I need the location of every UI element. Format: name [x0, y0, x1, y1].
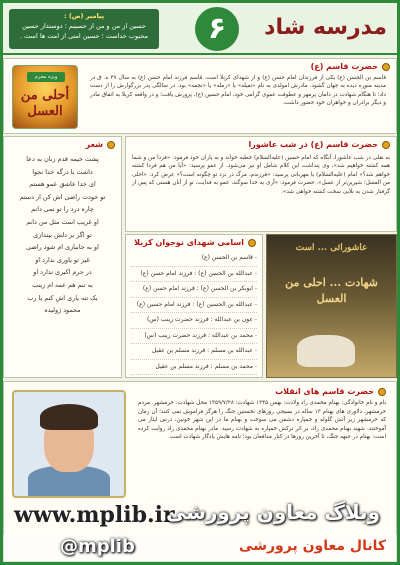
poem-line: به تنم هم عمه ام زینب: [32, 280, 93, 289]
heading-text: حضرت قاسم (ع) در شب عاشورا: [248, 140, 378, 149]
poem-box: [3, 136, 122, 378]
issue-number-badge: ۶: [195, 7, 239, 51]
article-ashura-night: [125, 136, 397, 232]
pin-icon: [378, 388, 386, 396]
martyrs-list: [126, 249, 262, 377]
list-item: - محمد بن عبدالله : فرزند حضرت زینب (س): [131, 329, 257, 345]
hadith-quote: [9, 9, 159, 49]
pin-icon: [382, 63, 390, 71]
article-hazrat-qasem: [3, 58, 397, 134]
poem-line: در حرم اکبری ندارد او: [33, 268, 92, 277]
poem-line: غیر تو یاوری ندارد او: [35, 255, 90, 264]
list-item: - محمد بن مسلم : فرزند مسلم بن عقیل: [131, 360, 257, 376]
martyr-portrait: [12, 390, 126, 498]
poem-line: تو اگر بر دلش بیندازی: [33, 230, 92, 239]
article-body: نام و نام خانوادگی: بهنام محمدی راد ولادت: بهمن ۱۳۴۵ شهادت: ۱۳۵۹/۷/۲۸ محل شهادت: خرمشهر. مردم خرمشهر، دلاوری های بهنام ۱۳ ساله در بسیجی روزهای نخستین جنگ را هرگز فراموش نمی کنند؛ آن زمان که خرمشهر زیر آتش گلوله و خمپاره دشمن می سوخت و بهنام ما در این شهر خونین، درس ایثار می آموختند. شهید بهنام محمدی راد، بر اثر ترکش خمپاره به شهادت رسید. مادر بهنام محمدی راد روایت کرده است: بهنام در جبهه جنگ، تا آخرین روزها در کنار مدافعان بود؛ نامه هایش یادگار شهادت است.: [138, 400, 387, 441]
watermark-url: www.mplib.ir: [14, 502, 175, 528]
heading-text: شعر: [85, 140, 103, 149]
logo-calligraphy: أحلی من العسل: [20, 88, 70, 119]
poem-line: تو خودت راضی اش کن از دستم: [19, 192, 106, 201]
article-body: به نقلی در شب عاشورا، آنگاه که امام حسین (علیه‌السلام) خطبه خواند و به یاران خود فرمود: «فردا من و شما همه کشته خواهیم شد»، وی پنداشت این کلام شامل او نیز می‌شود. از عمو پرسید: «آیا من هم فردا کشته خواهم شد؟» امام (علیه‌السلام) با مهربانی پرسید: «فرزندم، مرگ در نزد تو چگونه است؟» عرض کرد: «احلی من العسل؛ شیرین‌تر از عسل». حضرت فرمود: «آری به خدا سوگند، عمو به فدایت، تو از آنان هستی که پس از گرفتار شدن به بلایی سخت کشته خواهی شد».: [132, 155, 390, 195]
poem-line: پشت خیمه قدم زنان به دعا: [26, 155, 99, 163]
heading-text: حضرت قاسم (ع): [310, 62, 378, 71]
article-body: قاسم بن الحسن (ع) یکی از فرزندان امام حسن (ع) و از شهدای کربلا است. قاسم فرزند امام حسن (ع) به سال ۴۷ ه. ق در مدینه منوره دیده به جهان گشود. مادرش امولدی به نام «نفیله» یا «رمله» یا «نجمه» بود. در سالگی پدر بزرگوارش را از دست داد؛ تا هنگام شهادت در دامان پرمهر و عطوفت عموی گرامی خود، امام حسین (ع)، پرورش یافت؛ و در واقعه کربلا به اتفاق مادر و دیگر برادران و خواهران خود حضور داشت.: [90, 75, 386, 107]
article-heading: [126, 137, 396, 151]
article-heading: [269, 384, 392, 398]
poem-line: او به جانبازی ام شود راضی: [26, 243, 99, 252]
watermark-channel: کانال معاون پرورشی: [239, 538, 386, 554]
list-item: - ابوبکر بن الحسن (ع) : فرزند امام حسن (ع): [131, 282, 257, 298]
ahla-min-al-asal-logo: [12, 65, 78, 129]
page-title: مدرسه شاد: [264, 15, 387, 40]
martyrs-list-box: [125, 234, 263, 378]
heading-text: حضرت قاسم های انقلاب: [275, 387, 374, 396]
quote-heading: پیامبر (ص) :: [63, 12, 105, 20]
illustration-caption-main: شهادت ... احلی من العسل: [285, 276, 378, 305]
list-item: - عون بن عبدالله : فرزند حضرت زینب (س): [131, 313, 257, 329]
list-item: - عبدالله بن الحسن (ع) : فرزند امام حسن (ع): [131, 267, 257, 283]
poem-line: او غریب است مثل من دانم: [26, 217, 99, 226]
list-item: - قاسم بن الحسن (ع): [131, 251, 257, 267]
quote-body: حسین از من و من از حسینم ؛ دوستدار حسین محبوب خداست ؛ حسین امتی از امت ها است .: [20, 22, 148, 40]
ashura-illustration: [266, 234, 397, 378]
poem-heading: [4, 137, 121, 151]
list-item: - عبدالله بن الحسین (ع) : فرزند امام حسین (ع): [131, 298, 257, 314]
poem-line: یک تنه یاری اش کنم یا رب: [27, 293, 98, 302]
watermark-blog-name: وبلاگ معاون پرورشی: [165, 500, 380, 524]
pin-icon: [382, 141, 390, 149]
portrait-hair: [40, 404, 98, 430]
pin-icon: [248, 239, 256, 247]
watermark-handle: @mplib: [60, 536, 135, 557]
pencil-icon: [107, 141, 115, 149]
poem-lines: [4, 151, 121, 319]
poem-line: چاره درد را تو نمی دانم: [31, 205, 94, 214]
poem-line: داشت با درگه خدا نجوا: [32, 167, 93, 176]
list-heading: [126, 235, 262, 249]
white-horse-image: [297, 335, 355, 367]
illustration-caption-top: عاشورائی ... است: [295, 243, 368, 253]
list-item: - عبدالله بن مسلم : فرزند مسلم بن عقیل: [131, 344, 257, 360]
logo-tag: ویژه محرم: [27, 72, 65, 82]
poem-line: ای خدا عاشق عمو هستم: [29, 180, 96, 189]
poem-author: محمود ژولیده: [44, 306, 81, 315]
heading-text: اسامی شهدای نوجوان کربلا: [134, 238, 244, 247]
header: [3, 3, 397, 55]
